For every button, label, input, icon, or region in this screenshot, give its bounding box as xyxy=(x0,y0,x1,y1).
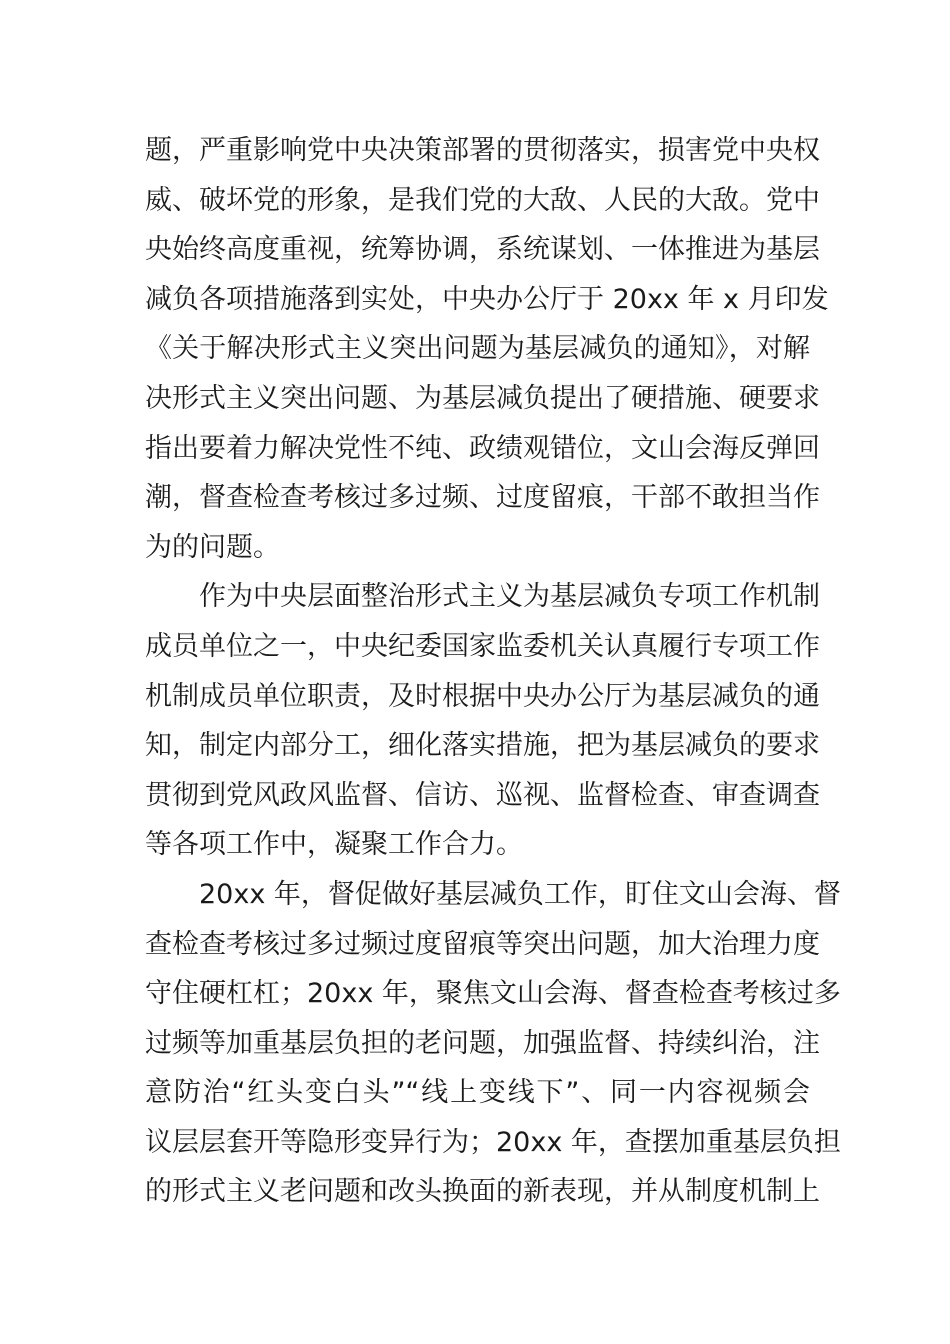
text-line: 潮，督查检查考核过多过频、过度留痕，干部不敢担当作 xyxy=(145,482,820,514)
text-line: 决形式主义突出问题、为基层减负提出了硬措施、硬要求 xyxy=(145,382,820,414)
text-line: 央始终高度重视，统筹协调，系统谋划、一体推进为基层 xyxy=(145,234,820,266)
paragraph-start-line: 作为中央层面整治形式主义为基层减负专项工作机制 xyxy=(199,581,820,613)
text-line: 知，制定内部分工，细化落实措施，把为基层减负的要求 xyxy=(145,730,820,762)
paragraph-end-line: 为的问题。 xyxy=(145,531,280,563)
text-line: 议层层套开等隐形变异行为；20xx 年，查摆加重基层负担 xyxy=(145,1126,841,1158)
text-line: 指出要着力解决党性不纯、政绩观错位，文山会海反弹回 xyxy=(145,432,820,464)
text-line: 题，严重影响党中央决策部署的贯彻落实，损害党中央权 xyxy=(145,135,820,166)
text-line: 威、破坏党的形象，是我们党的大敌、人民的大敌。党中 xyxy=(145,184,820,216)
text-line: 贯彻到党风政风监督、信访、巡视、监督检查、审查调查 xyxy=(145,779,820,811)
paragraph-end-line: 等各项工作中，凝聚工作合力。 xyxy=(145,829,523,861)
text-line: 守住硬杠杠；20xx 年，聚焦文山会海、督查检查考核过多 xyxy=(145,978,841,1010)
text-line: 机制成员单位职责，及时根据中央办公厅为基层减负的通 xyxy=(145,680,820,712)
text-line: 查检查考核过多过频过度留痕等突出问题，加大治理力度 xyxy=(145,928,820,960)
text-line: 减负各项措施落到实处，中央办公厅于 20xx 年 x 月印发 xyxy=(145,283,829,315)
text-line: 过频等加重基层负担的老问题，加强监督、持续纠治，注 xyxy=(145,1027,820,1059)
text-line: 的形式主义老问题和改头换面的新表现，并从制度机制上 xyxy=(145,1176,820,1208)
paragraph-start-line: 20xx 年，督促做好基层减负工作，盯住文山会海、督 xyxy=(199,878,841,910)
body-text xyxy=(145,126,841,1217)
text-line: 《关于解决形式主义突出问题为基层减负的通知》，对解 xyxy=(145,333,810,365)
text-line: 意防治“红头变白头”“线上变线下”、同一内容视频会 xyxy=(145,1077,810,1109)
text-line: 成员单位之一，中央纪委国家监委机关认真履行专项工作 xyxy=(145,630,820,662)
